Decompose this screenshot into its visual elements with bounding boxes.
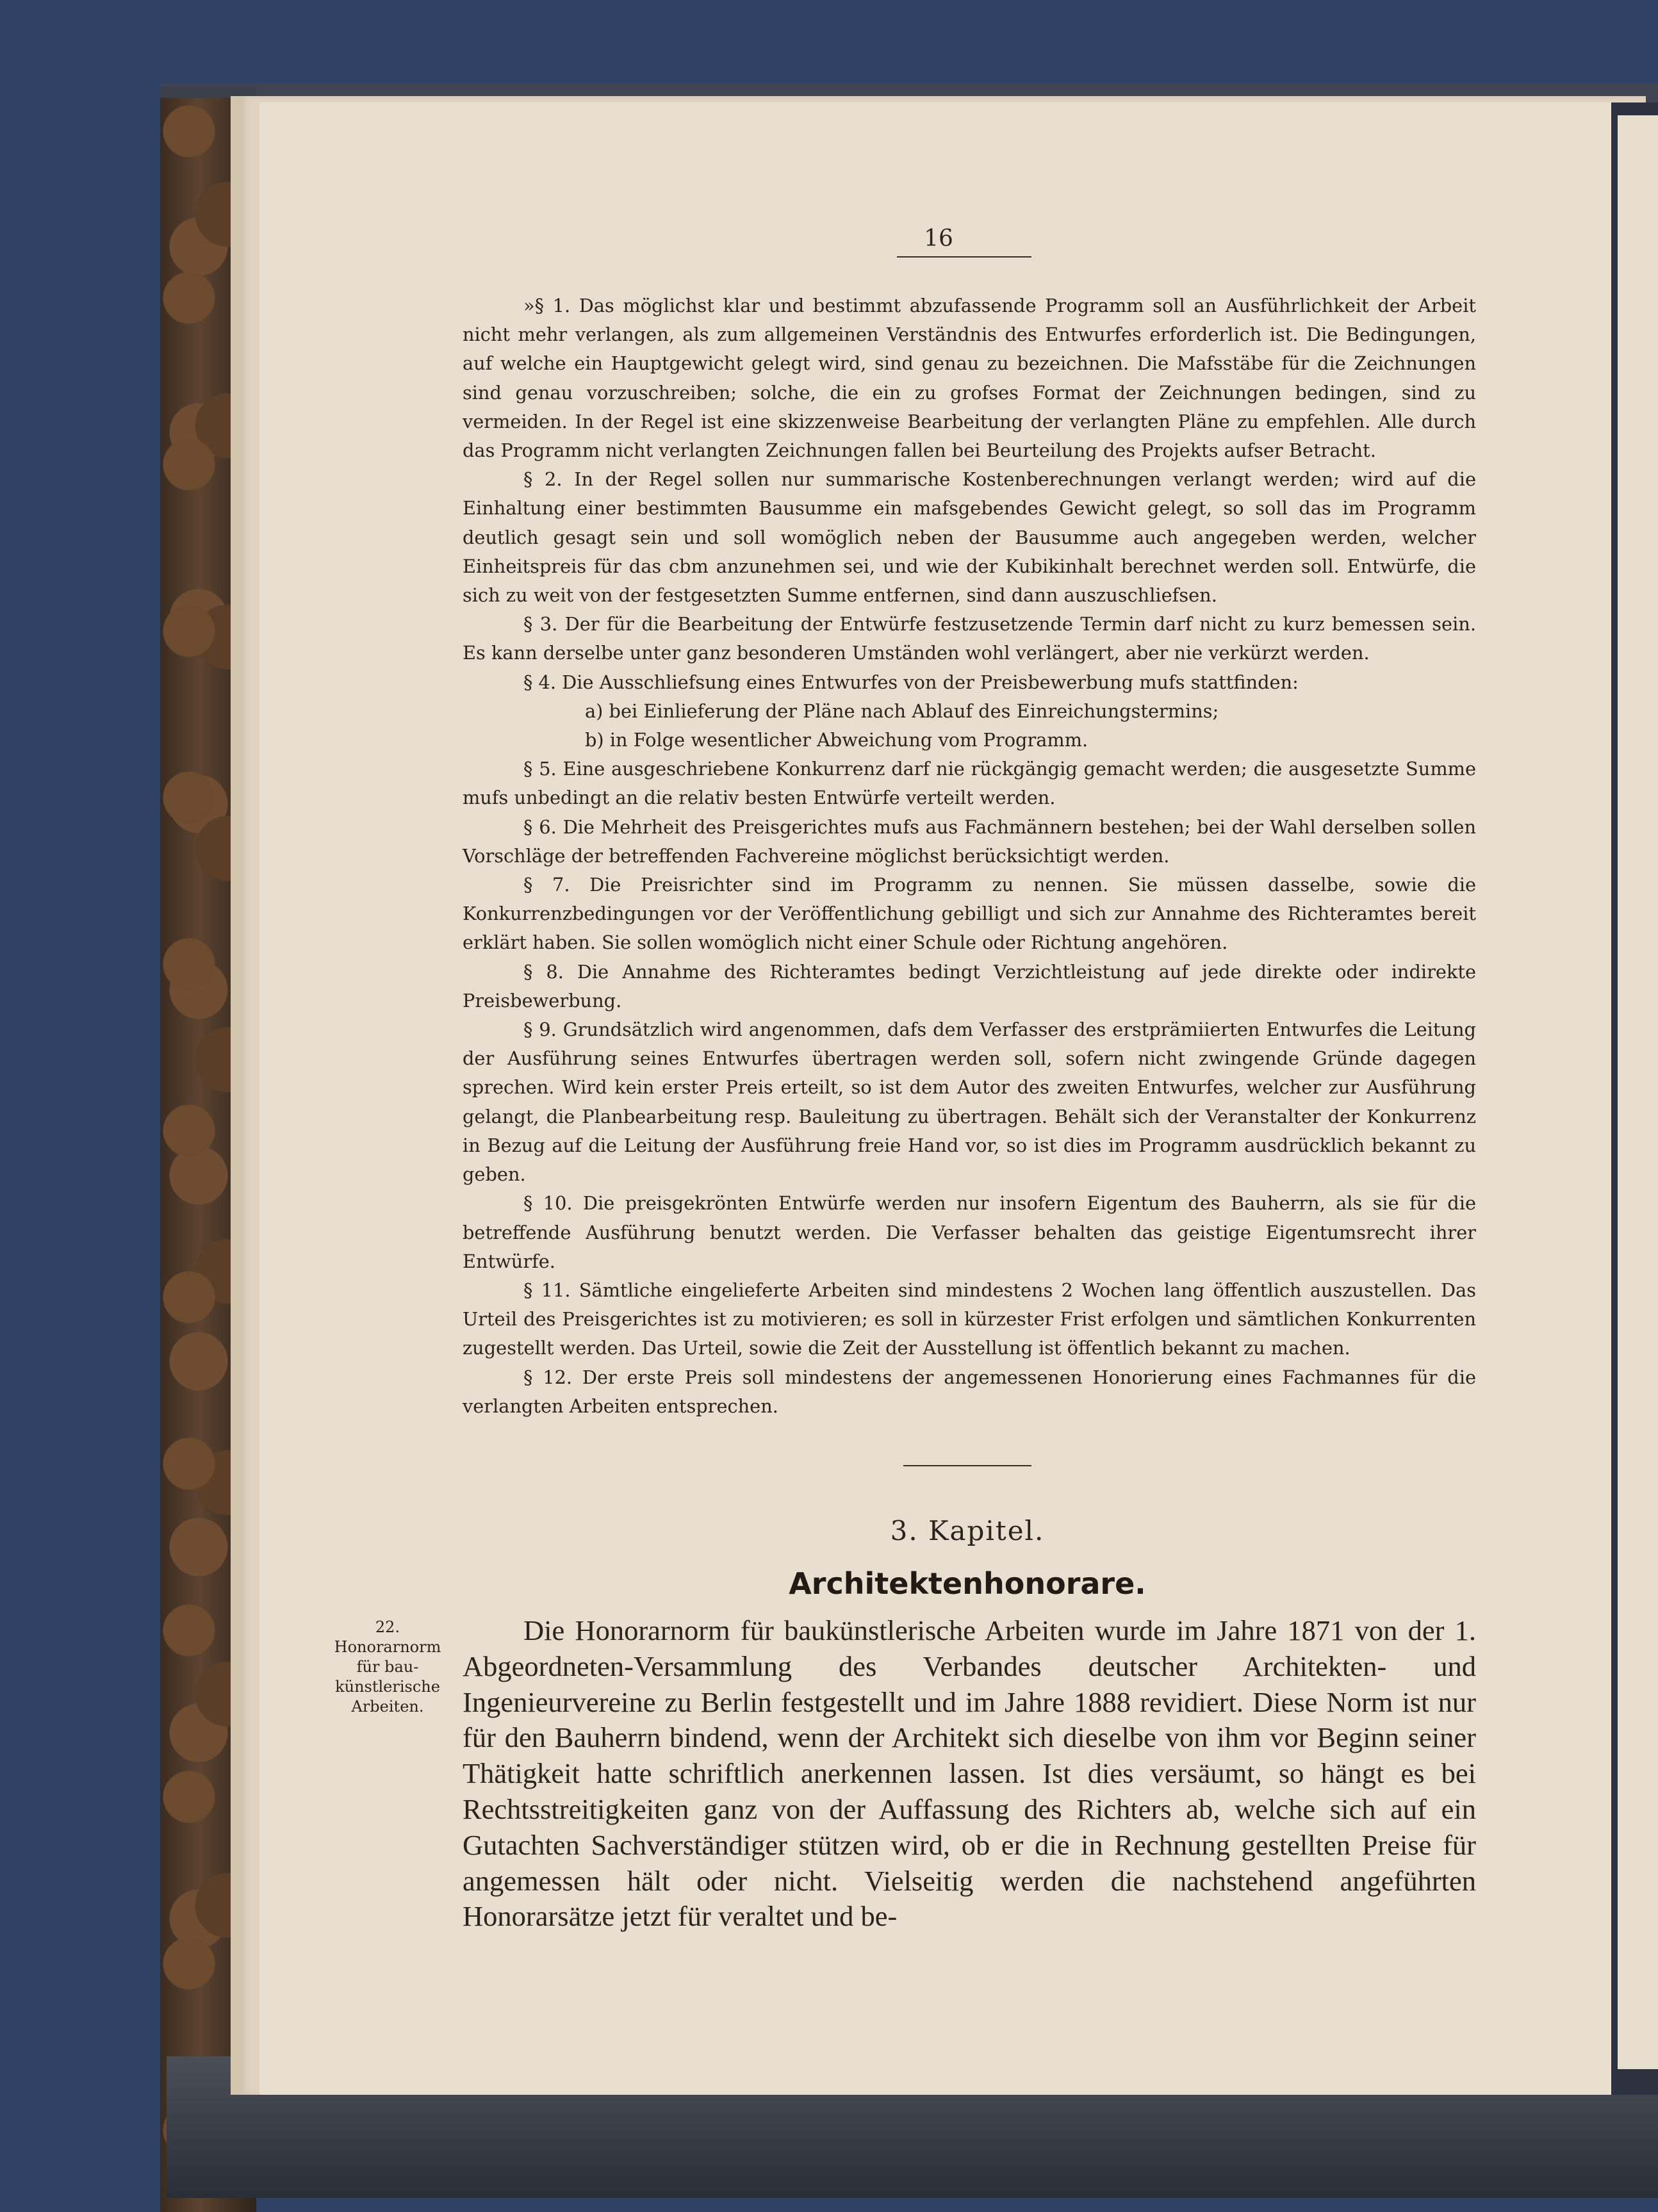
header-rule: [897, 256, 1031, 258]
rule-paragraph: § 12. Der erste Preis soll mindestens der angemessenen Honorierung eines Fachmannes für die verlangten Arbeiten entsprechen.: [463, 1366, 1476, 1417]
facing-page-edge: [1618, 115, 1658, 2069]
rule-paragraph: »§ 1. Das möglichst klar und bestimmt abzufassende Programm soll an Ausführlichkeit der Arbeit nicht mehr verlangen, als zum allgemeinen Verständnis des Entwurfes erforderlich ist. Die Bedingungen, auf welche ein Hauptgewicht gelegt wird, sind genau zu bezeichnen. Die Mafsstäbe für die Zeichnungen sind genau vorzuschreiben; solche, die ein zu grofses Format der Zeichnungen bedingen, sind zu vermeiden. In der Regel ist eine skizzenweise Bearbeitung der verlangten Pläne zu empfehlen. Alle durch das Programm nicht verlangten Zeichnungen fallen bei Beurteilung des Projekts aufser Betracht.: [463, 295, 1476, 462]
rule-subitem: b) in Folge wesentlicher Abweichung vom Programm.: [585, 729, 1088, 751]
rule-paragraph: § 10. Die preisgekrönten Entwürfe werden nur insofern Eigentum des Bauherrn, als sie für die betreffende Ausführung benutzt werden. Die Verfasser behalten das geistige Eigentumsrecht ihrer Entwürfe.: [463, 1192, 1476, 1272]
chapter-title: Architektenhonorare.: [789, 1566, 1146, 1601]
rule-paragraph: § 11. Sämtliche eingelieferte Arbeiten sind mindestens 2 Wochen lang öffentlich auszustellen. Das Urteil des Preisgerichtes ist zu motivieren; es soll in kürzester Frist erfolgen und sämtlichen Konkurrenten zugestellt werden. Das Urteil, sowie die Zeit der Ausstellung ist öffentlich bekannt zu machen.: [463, 1279, 1476, 1359]
chapter-lead-text: [463, 1613, 1476, 1935]
rule-paragraph: § 3. Der für die Bearbeitung der Entwürfe festzusetzende Termin darf nicht zu kurz bemessen sein. Es kann derselbe unter ganz besonderen Umständen wohl verlängert, aber nie verkürzt werden.: [463, 613, 1476, 664]
rule-paragraph: § 2. In der Regel sollen nur summarische Kostenberechnungen verlangt werden; wird auf die Einhaltung einer bestimmten Bausumme ein mafsgebendes Gewicht gelegt, so soll das im Programm deutlich gesagt sein und soll womöglich neben der Bausumme auch angegeben werden, welcher Einheitspreis für das cbm anzunehmen sei, und wie der Kubikinhalt berechnet werden soll. Entwürfe, die sich zu weit von der festgesetzten Summe entfernen, sind dann auszuschliefsen.: [463, 468, 1476, 607]
rule-paragraph: § 4. Die Ausschliefsung eines Entwurfes von der Preisbewerbung mufs stattfinden:: [523, 671, 1299, 693]
rule-paragraph: § 8. Die Annahme des Richteramtes bedingt Verzichtleistung auf jede direkte oder indirekte Preisbewerbung.: [463, 960, 1476, 1012]
competition-rules-text: [463, 291, 1476, 1421]
rule-subitem: a) bei Einlieferung der Pläne nach Ablauf des Einreichungstermins;: [585, 700, 1219, 722]
page-number: 16: [924, 225, 953, 252]
rule-paragraph: § 5. Eine ausgeschriebene Konkurrenz darf nie rückgängig gemacht werden; die ausgesetzte Summe mufs unbedingt an die relativ besten Entwürfe verteilt werden.: [463, 758, 1476, 809]
section-divider: [903, 1465, 1031, 1466]
rule-paragraph: § 9. Grundsätzlich wird angenommen, dafs dem Verfasser des erstprämiierten Entwurfes die Leitung der Ausführung seines Entwurfes übertragen werden soll, sofern nicht zwingende Gründe dagegen sprechen. Wird kein erster Preis erteilt, so ist dem Autor des zweiten Entwurfes, welcher zur Ausführung gelangt, die Planbearbeitung resp. Bauleitung zu übertragen. Behält sich der Veranstalter der Konkurrenz in Bezug auf die Leitung der Ausführung freie Hand vor, so ist dies im Programm ausdrücklich bekannt zu geben.: [463, 1019, 1476, 1186]
margin-note: [320, 1618, 455, 1717]
margin-note-line: Honorarnorm: [334, 1638, 441, 1656]
chapter-number: 3. Kapitel.: [890, 1515, 1045, 1546]
lead-paragraph: Die Honorarnorm für baukünstlerische Arbeiten wurde im Jahre 1871 von der 1. Abgeordneten-Versammlung des Verbandes deutscher Architekten- und Ingenieurvereine zu Berlin festgestellt und im Jahre 1888 revidiert. Diese Norm ist nur für den Bauherrn bindend, wenn der Architekt sich dieselbe von ihm vor Beginn seiner Thätigkeit hatte schriftlich anerkennen lassen. Ist dies versäumt, so hängt es bei Rechtsstreitigkeiten ganz von der Auffassung des Richters ab, welche sich auf ein Gutachten Sachverständiger stützen wird, ob er die in Rechnung gestellten Preise für angemessen hält oder nicht. Vielseitig werden die nachstehend angeführten Honorarsätze jetzt für veraltet und be-: [463, 1614, 1476, 1933]
margin-note-line: Arbeiten.: [351, 1698, 424, 1716]
rule-paragraph: § 7. Die Preisrichter sind im Programm zu nennen. Sie müssen dasselbe, sowie die Konkurrenzbedingungen vor der Veröffentlichung gebilligt und sich zur Annahme des Richteramtes bereit erklärt haben. Sie sollen womöglich nicht einer Schule oder Richtung angehören.: [463, 874, 1476, 954]
margin-note-line: für bau-: [356, 1658, 419, 1676]
margin-note-number: 22.: [375, 1618, 400, 1636]
rule-paragraph: § 6. Die Mehrheit des Preisgerichtes mufs aus Fachmännern bestehen; bei der Wahl derselben sollen Vorschläge der betreffenden Fachvereine möglichst berücksichtigt werden.: [463, 815, 1476, 867]
margin-note-line: künstlerische: [335, 1678, 440, 1696]
